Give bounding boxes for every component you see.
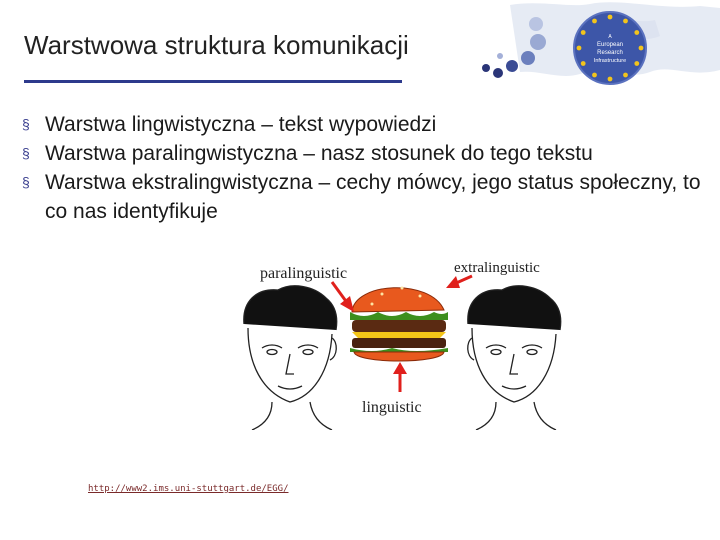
extralinguistic-label: extralinguistic (454, 260, 540, 276)
hamburger-icon (350, 287, 448, 362)
european-research-infrastructure-logo (574, 12, 646, 84)
bullet-item (22, 110, 712, 139)
slide-title: Warstwowa struktura komunikacji (24, 30, 409, 60)
communication-layers-illustration (232, 252, 572, 430)
right-face-drawing (468, 286, 561, 430)
bullet-list (22, 110, 712, 226)
linguistic-label: linguistic (362, 399, 422, 416)
bullet-marker-icon: § (22, 174, 30, 190)
bullet-text: Warstwa lingwistyczna – tekst wypowiedzi (45, 113, 437, 136)
left-face-drawing (244, 286, 337, 430)
paralinguistic-arrow (332, 282, 354, 312)
bullet-marker-icon: § (22, 116, 30, 132)
extralinguistic-arrow (446, 276, 472, 288)
source-link[interactable]: http://www2.ims.uni-stuttgart.de/EGG/ (88, 484, 289, 494)
logo-text-line-4: Infrastructure (593, 58, 627, 64)
bullet-text: Warstwa ekstralingwistyczna – cechy mówcy, jego status społeczny, to co nas identyfikuje (45, 171, 701, 223)
paralinguistic-label: paralinguistic (260, 265, 348, 282)
linguistic-arrow (393, 362, 407, 392)
logo-text-line-2: European (596, 42, 624, 48)
logo-text-line-3: Research (597, 50, 623, 56)
bullet-item (22, 168, 712, 226)
bullet-item (22, 139, 712, 168)
bullet-marker-icon: § (22, 145, 30, 161)
title-underline (24, 80, 402, 83)
logo-text-line-1: A (608, 34, 612, 40)
bullet-text: Warstwa paralingwistyczna – nasz stosunek do tego tekstu (45, 142, 593, 165)
header-decoration (450, 0, 720, 92)
